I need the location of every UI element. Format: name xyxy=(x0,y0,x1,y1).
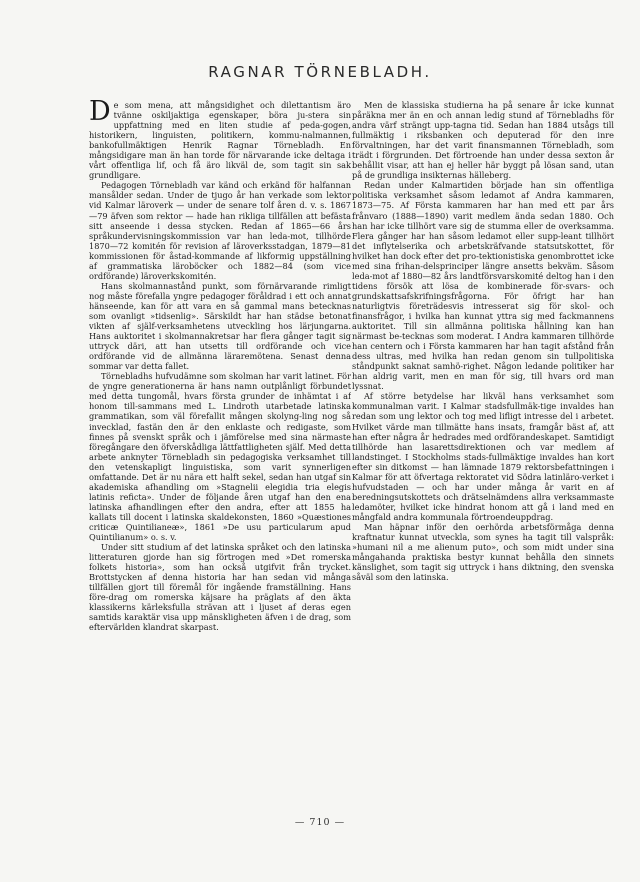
left-column xyxy=(89,100,351,655)
paragraph: Pedagogen Törnebladh var känd och erkänd för halfannan mansålder sedan. Under de tjugo år han verkade som lektor vid Kalmar läroverk — under de senare tolf åren d. v. s. 1867—79 äfven som rektor — hade han rikliga tillfällen att befästa sitt anseende i dessa stycken. Redan af 1865—66 års språkundervisningskommission var han leda-mot, tillhörde 1870—72 komitén för revision af läroverksstadgan, 1879—81 kommissionen för åstad-kommande af likformig uppställning af grammatiska läroböcker och 1882—84 (som vice ordförande) läroverkskomitén. xyxy=(89,180,351,281)
paragraph: Törnebladhs hufvudämne som skolman har varit latinet. För de yngre generationerna är hans namn outplånligt förbundet med detta tungomål, hvars första grunder de inhämtat i af honom till-sammans med L. Lindroth utarbetade latinska grammatikan, som väl förefallit mången skolyng-ling nog så invecklad, fastän den är den enklaste och redigaste, som finnes på svenskt språk och i jämförelse med sina närmaste föregångare den öfverskådliga lättfattligheten själf. Med detta arbete anknyter Törnebladh sin pedagogiska verksamhet till den vetenskapligt linguistiska, som varit synnerligen omfattande. Det är nu nära ett halft sekel, sedan han utgaf sin akademiska afhandling om »Stagnelii elegidia tria elegis latinis reficta». Under de följande åren utgaf han den ena latinska afhandlingen efter den andra, efter att 1855 ha kallats till docent i latinska skaldekonsten, 1860 »Quæstiones criticæ Quintilianeæ», 1861 »De usu particularum apud Quintilianum» o. s. v. xyxy=(89,371,351,543)
paragraph: Redan under Kalmartiden började han sin offentliga politiska verksamhet såsom ledamot af Andra kammaren, 1873—75. Af Första kammaren har han med ett par års frånvaro (1888—1890) varit medlem ända sedan 1880. Och han har icke tillhört vare sig de stumma eller de overksamma. Flera gånger har han såsom ledamot eller supp-leant tillhört det inflytelserika och arbetskräfvande statsutskottet, för hvilket han dock efter det pro-tektionistiska genombrottet icke med sina frihan-delsprinciper längre ansetts bekväm. Såsom leda-mot af 1880—82 års landtförsvarskomité deltog han i den tidens försök att lösa de kombinerade för-svars- och grundskattsafskrifningsfrågorna. För öfrigt har han naturligtvis företrädesvis intresserat sig för skol- och finansfrågor, i hvilka han kunnat yttra sig med fackmannens auktoritet. Till sin allmänna politiska hållning kan han närmast be-tecknas som moderat. I Andra kammaren tillhörde han centern och i Första kammaren har han tagit afstånd från dess ultras, med hvilka han redan genom sin tullpolitiska ståndpunkt saknat samhö-righet. Någon ledande politiker har han aldrig varit, men en man för sig, till hvars ord man lyssnat. xyxy=(352,180,614,392)
article-title: RAGNAR TÖRNEBLADH. xyxy=(208,63,432,81)
paragraph: Men de klassiska studierna ha på senare år icke kunnat påräkna mer än en och annan ledig stund af Törnebladhs för andra värf strängt upp-tagna tid. Sedan han 1884 utsågs till fullmäktig i riksbanken och deputerad för den inre förvaltningen, har det varit finansmannen Törnebladh, som trädt i förgrunden. Det förtroende han under dessa sexton år behållit visar, att han ej heller här byggt på lösan sand, utan på de grundliga insikternas hälleberg. xyxy=(352,100,614,181)
page-number xyxy=(0,817,640,828)
folio-number: 710 xyxy=(309,817,331,828)
right-column xyxy=(352,100,614,655)
paragraph: Man häpnar inför den oerhörda arbetsförmåga denna kraftnatur kunnat utveckla, som synes ha tagit till valspråk: »humani nil a me alienum puto», och som midt under sina mångahanda praktiska bestyr kunnat behålla den sinnets känslighet, som tagit sig uttryck i hans diktning, den svenska såväl som den latinska. xyxy=(352,521,614,583)
paragraph: Hans skolmannastånd punkt, som förnärvarande rimligt nog måste förefalla yngre pedagoger föråldrad i ett och annat hänseende, kan för att vara en så gammal mans betecknas som ovanligt »tidsenlig». Särskildt har han städse betonat vikten af själf-verksamhetens utveckling hos lärjungarna. Hans auktoritet i skolmannakretsar har flera gånger tagit sig uttryck däri, att han utsetts till ordförande och vice ordförande vid de allmänna läraremötena. Senast denna sommar var detta fallet. xyxy=(89,280,351,372)
folio-dash-left: — xyxy=(294,817,306,828)
paragraph: Af större betydelse har likväl hans verksamhet som kommunalman varit. I Kalmar stadsfullmäk-tige invaldes han redan som ung lektor och tog med lifligt intresse del i arbetet. Hvilket värde man tillmätte hans insats, framgår bäst af, att han efter några år hedrades med ordförandeskapet. Samtidigt tillhörde han lasarettsdirektionen och var medlem af landstinget. I Stockholms stads-fullmäktige invaldes han kort efter sin ditkomst — han lämnade 1879 rektorsbefattningen i Kalmar för att öfvertaga rektoratet vid Södra latinläro-verket i hufvudstaden — och har under många år varit en af beredningsutskottets och drätselnämdens allra verksammaste ledamöter, hvilket icke hindrat honom att gå i land med en mångfald andra kommunala förtroendeuppdrag. xyxy=(352,391,614,522)
folio-dash-right: — xyxy=(334,817,346,828)
paragraph: Under sitt studium af det latinska språket och den latinska litteraturen gjorde han sig förtrogen med »Det romerska folkets historia», som han också utgifvit från trycket. Brottstycken af denna historia har han sedan vid många tillfällen gjort till föremål för ingående framställning. Hans före-drag om romerska käjsare ha präglats af den äkta klassikerns kärleksfulla strävan att i ljuset af deras egen samtids karaktär visa upp mänskligheten äfven i de drag, som eftervärlden klandrat skarpast. xyxy=(89,542,351,633)
paragraph-text: e som mena, att mångsidighet och dilettantism äro tvänne oskiljaktiga egenskaper, böra ju-stera sin uppfattning med en liten studie af peda-gogen, historikern, linguisten, politikern, kommu-nalmannen, bankofullmäktigen Henrik Ragnar Törnebladh. En mångsidigare man än han torde för närvarande icke deltaga i vårt offentliga lif, och få äro likväl de, som tagit sin sak grundligare. xyxy=(89,100,351,181)
paragraph xyxy=(89,100,351,180)
drop-cap: D xyxy=(89,100,111,127)
